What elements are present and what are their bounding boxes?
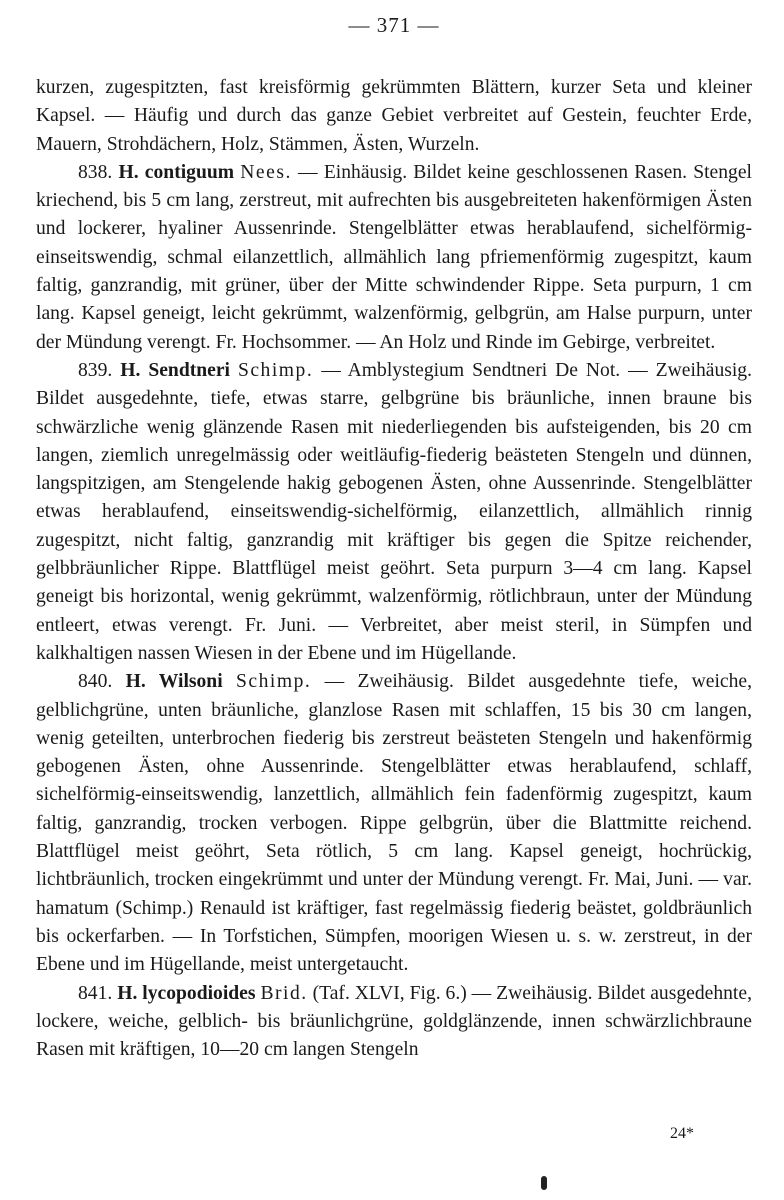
paragraph-text: kurzen, zugespitzten, fast kreisförmig gekrümmten Blättern, kurzer Seta und kleiner Kapsel. — Häufig und durch das ganze Gebiet verbreitet auf Gestein, feuchter Erde, Mauern, Strohdächern, Holz, Stämmen, Ästen, Wurzeln. xyxy=(36,77,752,155)
species-name: H. Wilsoni xyxy=(125,671,223,693)
entry-number: 838. xyxy=(78,161,113,183)
entry-number: 839. xyxy=(78,359,113,381)
document-page xyxy=(36,10,752,1064)
species-name: H. contiguum xyxy=(118,161,235,183)
species-name: H. lycopodioides xyxy=(117,982,256,1004)
ink-mark xyxy=(541,1176,547,1190)
species-author: Nees. xyxy=(240,161,292,183)
species-author: Schimp. xyxy=(236,671,312,693)
entry-number: 841. xyxy=(78,982,113,1004)
entry-text: — Amblystegium Sendtneri De Not. — Zweihäusig. Bildet ausgedehnte, tiefe, etwas starre, gelbgrüne bis bräunliche, innen braune bis schwärzliche wenig glänzende Rasen mit niederliegenden bis aufsteigenden, bis 20 cm langen, ziemlich unregelmässig oder weitläufig-fiederig beästeten Stengeln und dünnen, langspitzigen, am Stengelende hakig gebogenen Ästen, ohne Aussenrinde. Stengelblätter etwas herablaufend, einseitswendig-sichelförmig, eilanzettlich, allmählich rinnig zugespitzt, nicht faltig, ganzrandig mit kräftiger bis gegen die Spitze reichender, gelbbräunlicher Rippe. Blattflügel meist geöhrt. Seta purpurn 3—4 cm lang. Kapsel geneigt bis horizontal, wenig gekrümmt, walzenförmig, rötlichbraun, unter der Mündung entleert, etwas verengt. Fr. Juni. — Verbreitet, aber meist steril, in Sümpfen und kalkhaltigen nassen Wiesen in der Ebene und im Hügellande. xyxy=(36,359,752,664)
entry-text: (Taf. XLVI, Fig. 6.) — Zweihäusig. Bildet ausgedehnte, lockere, weiche, gelblich- bis bräunlichgrüne, goldglänzende, innen schwärzlichbraune Rasen mit kräftigen, 10—20 cm langen Stengeln xyxy=(36,982,752,1061)
page-number: — 371 — xyxy=(348,13,440,37)
paragraph-continuation xyxy=(36,74,752,159)
species-author: Brid. xyxy=(260,982,308,1004)
entry-number: 840. xyxy=(78,671,113,693)
body-text xyxy=(36,74,752,1064)
species-entry-838 xyxy=(36,159,752,357)
species-author: Schimp. xyxy=(237,359,314,381)
entry-text: — Einhäusig. Bildet keine geschlossenen Rasen. Stengel kriechend, bis 5 cm lang, zerstreut, mit aufrechten bis ausgebreiteten hakenförmigen Ästen und lockerer, hyaliner Aussenrinde. Stengelblätter etwas herablaufend, sichelförmig-einseitswendig, schmal eilanzettlich, allmählich lang pfriemenförmig zugespitzt, kaum faltig, ganzrandig, mit grüner, über der Mitte schwindender Rippe. Seta purpurn, 1 cm lang. Kapsel geneigt, leicht gekrümmt, walzenförmig, gelbgrün, am Halse purpurn, unter der Mündung verengt. Fr. Hochsommer. — An Holz und Rinde im Gebirge, verbreitet. xyxy=(36,161,752,353)
signature-mark: 24* xyxy=(670,1125,694,1142)
species-entry-840 xyxy=(36,668,752,979)
entry-text: — Zweihäusig. Bildet ausgedehnte tiefe, weiche, gelblichgrüne, unten bräunliche, glanzlose Rasen mit schlaffen, 15 bis 30 cm langen, wenig geteilten, unterbrochen fiederig bis zerstreut beästeten Stengeln und hakenförmig gebogenen Ästen, ohne Aussenrinde. Stengelblätter etwas herablaufend, schlaff, sichelförmig-einseitswendig, lanzettlich, allmählich fein fadenförmig zugespitzt, kaum faltig, ganzrandig, trocken verbogen. Rippe gelbgrün, über die Blattmitte reichend. Blattflügel meist geöhrt, Seta rötlich, 5 cm lang. Kapsel geneigt, hochrückig, lichtbräunlich, trocken eingekrümmt und unter der Mündung verengt. Fr. Mai, Juni. — var. hamatum (Schimp.) Renauld ist kräftiger, fast regelmässig fiederig beästet, goldbräunlich bis ockerfarben. — In Torfstichen, Sümpfen, moorigen Wiesen u. s. w. zerstreut, in der Ebene und im Hügellande, meist untergetaucht. xyxy=(36,671,753,976)
species-entry-841 xyxy=(36,980,752,1065)
species-name: H. Sendtneri xyxy=(120,359,230,381)
species-entry-839 xyxy=(36,357,752,668)
